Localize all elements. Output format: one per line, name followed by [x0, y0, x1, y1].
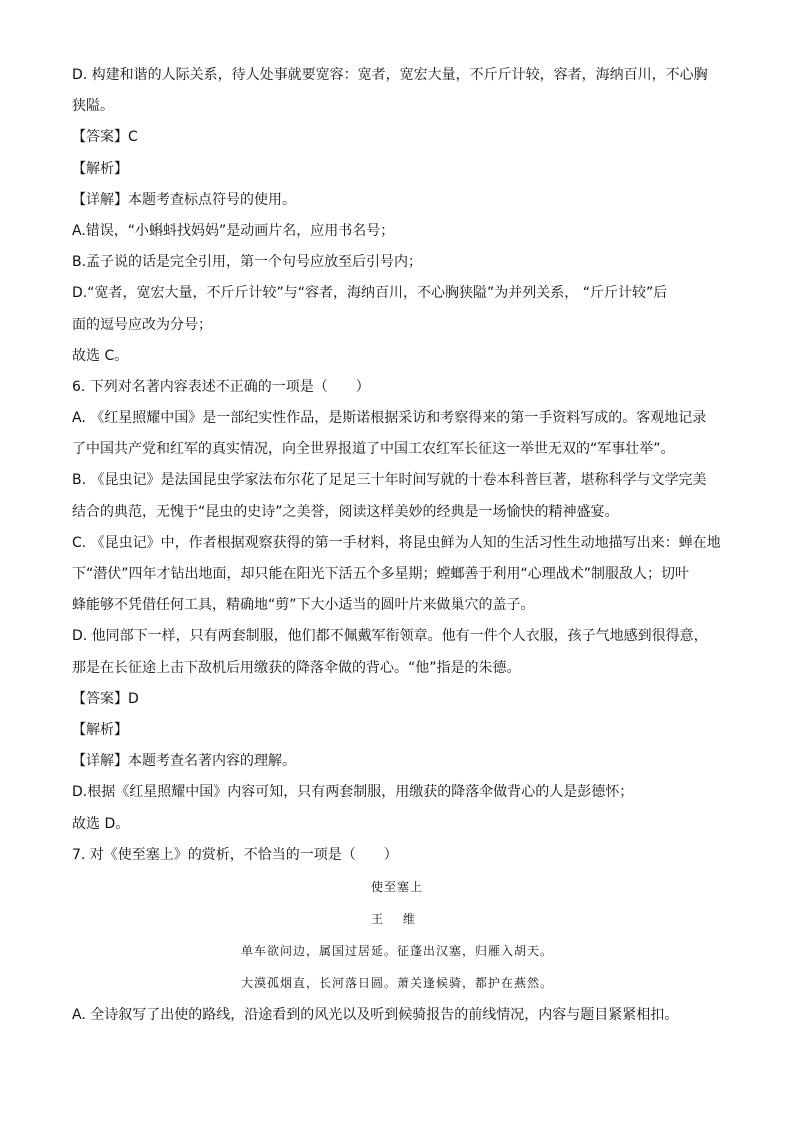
conclusion-q6: 故选 D。: [72, 815, 130, 832]
text-line-option-d-2: 狭隘。: [72, 98, 114, 115]
q6-option-d-1: D. 他同部下一样，只有两套制服，他们都不佩戴军衔领章。他有一件个人衣服，孩子气地感到很得意，: [72, 628, 708, 645]
explanation-b-q5: B.孟子说的话是完全引用，第一个句号应放至后引号内；: [72, 254, 423, 271]
q6-option-a-1: A. 《红星照耀中国》是一部纪实性作品，是斯诺根据采访和考察得来的第一手资料写成的。客观地记录: [72, 410, 707, 427]
explanation-d-q6: D.根据《红星照耀中国》内容可知，只有两套制服，用缴获的降落伞做背心的人是彭德怀；: [72, 784, 634, 801]
answer-label-q5: 【答案】C: [72, 129, 138, 146]
explanation-d-q5-1: D.“宽者，宽宏大量，不斤斤计较”与“容者，海纳百川，不心胸狭隘”为并列关系， “斤斤计较”后: [72, 285, 668, 302]
q6-option-c-3: 蜂能够不凭借任何工具，精确地“剪”下大小适当的圆叶片来做巢穴的盖子。: [72, 597, 535, 614]
analysis-label-q6: 【解析】: [72, 721, 128, 738]
q6-option-d-2: 那是在长征途上击下敌机后用缴获的降落伞做的背心。“他”指是的朱德。: [72, 659, 521, 676]
analysis-label-q5: 【解析】: [72, 160, 128, 177]
q6-option-c-2: 下“潜伏”四年才钻出地面，却只能在阳光下活五个多星期；螳螂善于利用“心理战术”制服敌人；切叶: [72, 566, 690, 582]
document-body: [72, 60, 722, 871]
detail-line-q5: 【详解】本题考查标点符号的使用。: [72, 191, 296, 208]
question-7: 7. 对《使至塞上》的赏析，不恰当的一项是（ ）: [72, 846, 398, 863]
q6-option-b-2: 结合的典范，无愧于“昆虫的史诗”之美誉，阅读这样美妙的经典是一场愉快的精神盛宴。: [72, 503, 619, 520]
explanation-a-q5: A.错误，“小蝌蚪找妈妈”是动画片名，应用书名号；: [72, 222, 395, 239]
poem-title: 使至塞上: [370, 880, 423, 894]
text-line-option-d-1: D. 构建和谐的人际关系，待人处事就要宽容：宽者，宽宏大量，不斤斤计较，容者，海纳百川，不心胸: [72, 67, 708, 83]
q6-option-b-1: B. 《昆虫记》是法国昆虫学家法布尔花了足足三十年时间写就的十卷本科普巨著，堪称科学与文学完美: [72, 472, 707, 489]
q6-option-c-1: C. 《昆虫记》中，作者根据观察获得的第一手材料，将昆虫鲜为人知的生活习性生动地描写出来：蝉在地: [72, 534, 721, 551]
poem-line-1: 单车欲问边，属国过居延。征蓬出汉塞，归雁入胡天。: [240, 944, 553, 958]
explanation-d-q5-2: 面的逗号应改为分号；: [72, 316, 212, 333]
conclusion-q5: 故选 C。: [72, 347, 129, 364]
answer-label-q6: 【答案】D: [72, 690, 139, 707]
question-6: 6. 下列对名著内容表述不正确的一项是（ ）: [72, 378, 370, 395]
q7-option-a: A. 全诗叙写了出使的路线，沿途看到的风光以及听到候骑报告的前线情况，内容与题目紧紧相扣。: [72, 1007, 679, 1023]
q6-option-a-2: 了中国共产党和红军的真实情况，向全世界报道了中国工农红军长征这一举世无双的“军事壮举”。: [72, 441, 675, 458]
detail-line-q6: 【详解】本题考查名著内容的理解。: [72, 753, 296, 770]
poem-line-2: 大漠孤烟直，长河落日圆。萧关逢候骑，都护在燕然。: [240, 976, 553, 990]
poem-author: 王 维: [371, 912, 423, 926]
